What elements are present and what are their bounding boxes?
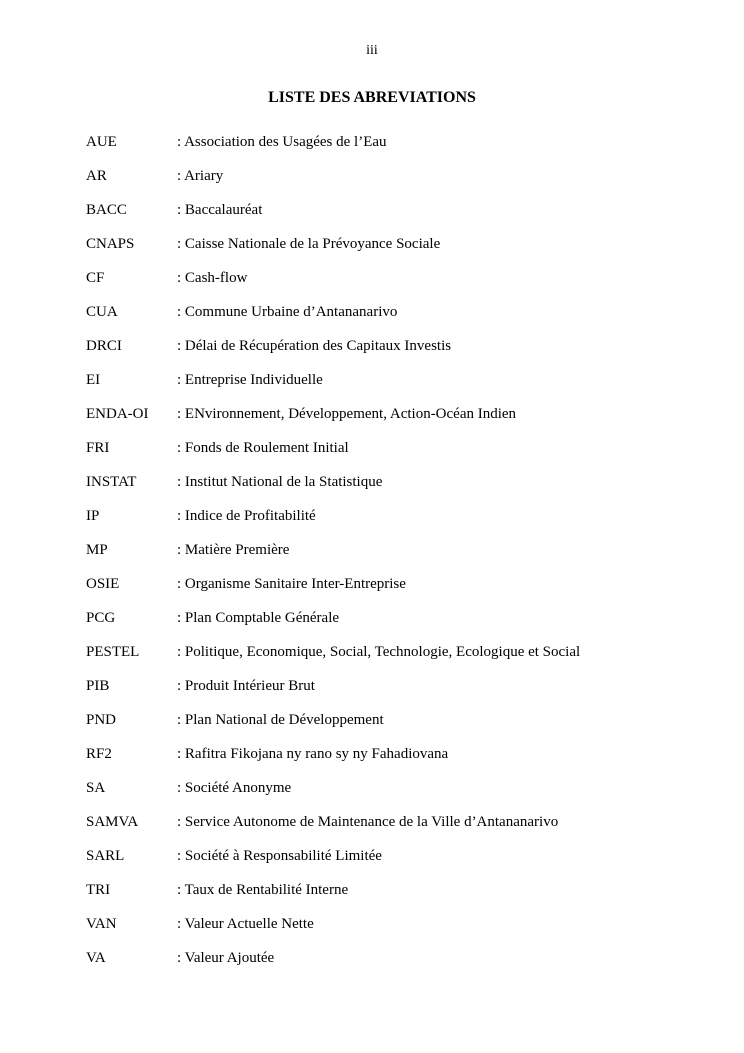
abbreviation-row	[86, 805, 726, 839]
abbreviation-definition: : Baccalauréat	[177, 202, 263, 218]
abbreviation-definition: : Organisme Sanitaire Inter-Entreprise	[177, 576, 406, 592]
abbreviation-definition: : ENvironnement, Développement, Action-Océan Indien	[177, 406, 517, 422]
abbreviation-row	[86, 363, 726, 397]
abbreviation-definition: : Valeur Actuelle Nette	[177, 916, 314, 932]
abbreviation-term: CF	[86, 270, 105, 286]
abbreviation-term: VA	[86, 950, 106, 966]
abbreviation-definition: : Valeur Ajoutée	[177, 950, 275, 966]
abbreviation-definition: : Indice de Profitabilité	[177, 508, 316, 524]
abbreviation-definition: : Commune Urbaine d’Antananarivo	[177, 304, 398, 320]
abbreviation-term: IP	[86, 508, 100, 524]
abbreviation-definition: : Délai de Récupération des Capitaux Investis	[177, 338, 452, 354]
abbreviation-term: FRI	[86, 440, 110, 456]
abbreviation-definition: : Société à Responsabilité Limitée	[177, 848, 382, 864]
abbreviation-row	[86, 601, 726, 635]
abbreviation-definition: : Taux de Rentabilité Interne	[177, 882, 349, 898]
abbreviation-definition: : Fonds de Roulement Initial	[177, 440, 349, 456]
abbreviation-row	[86, 941, 726, 975]
abbreviation-row	[86, 533, 726, 567]
abbreviation-term: MP	[86, 542, 108, 558]
abbreviation-row	[86, 295, 726, 329]
abbreviation-term: PIB	[86, 678, 110, 694]
abbreviation-term: INSTAT	[86, 474, 137, 490]
abbreviation-row	[86, 329, 726, 363]
abbreviation-term: EI	[86, 372, 101, 388]
abbreviation-list	[86, 125, 726, 975]
abbreviation-definition: : Plan Comptable Générale	[177, 610, 340, 626]
abbreviation-term: PCG	[86, 610, 116, 626]
abbreviation-term: SA	[86, 780, 106, 796]
abbreviation-definition: : Service Autonome de Maintenance de la Ville d’Antananarivo	[177, 814, 559, 830]
abbreviation-row	[86, 669, 726, 703]
abbreviation-term: SARL	[86, 848, 125, 864]
abbreviation-definition: : Politique, Economique, Social, Technologie, Ecologique et Social	[177, 644, 581, 660]
abbreviation-row	[86, 193, 726, 227]
abbreviation-term: VAN	[86, 916, 117, 932]
abbreviation-definition: : Caisse Nationale de la Prévoyance Sociale	[177, 236, 441, 252]
abbreviation-term: BACC	[86, 202, 127, 218]
abbreviation-term: SAMVA	[86, 814, 139, 830]
abbreviation-term: OSIE	[86, 576, 120, 592]
abbreviation-term: DRCI	[86, 338, 122, 354]
abbreviation-definition: : Produit Intérieur Brut	[177, 678, 315, 694]
abbreviation-definition: : Institut National de la Statistique	[177, 474, 383, 490]
abbreviation-row	[86, 737, 726, 771]
abbreviation-row	[86, 907, 726, 941]
abbreviation-definition: : Ariary	[177, 168, 224, 184]
abbreviation-row	[86, 431, 726, 465]
abbreviation-row	[86, 159, 726, 193]
page-title: LISTE DES ABREVIATIONS	[268, 89, 476, 106]
abbreviation-row	[86, 635, 726, 669]
abbreviation-term: PESTEL	[86, 644, 140, 660]
abbreviation-row	[86, 227, 726, 261]
abbreviation-term: ENDA-OI	[86, 406, 149, 422]
abbreviation-term: CUA	[86, 304, 118, 320]
abbreviation-term: AUE	[86, 134, 117, 150]
abbreviation-row	[86, 873, 726, 907]
abbreviation-definition: : Cash-flow	[177, 270, 248, 286]
abbreviation-term: CNAPS	[86, 236, 135, 252]
abbreviation-row	[86, 499, 726, 533]
abbreviation-term: PND	[86, 712, 117, 728]
abbreviation-term: RF2	[86, 746, 112, 762]
abbreviation-row	[86, 567, 726, 601]
abbreviation-row	[86, 397, 726, 431]
abbreviation-row	[86, 839, 726, 873]
abbreviation-row	[86, 703, 726, 737]
abbreviation-definition: : Matière Première	[177, 542, 290, 558]
abbreviation-row	[86, 771, 726, 805]
abbreviation-definition: : Rafitra Fikojana ny rano sy ny Fahadiovana	[177, 746, 449, 762]
abbreviation-term: TRI	[86, 882, 111, 898]
page-number: iii	[366, 43, 378, 58]
abbreviation-definition: : Association des Usagées de l’Eau	[177, 134, 387, 150]
abbreviation-row	[86, 261, 726, 295]
abbreviation-row	[86, 125, 726, 159]
abbreviation-definition: : Société Anonyme	[177, 780, 292, 796]
abbreviation-definition: : Plan National de Développement	[177, 712, 384, 728]
abbreviation-row	[86, 465, 726, 499]
abbreviation-definition: : Entreprise Individuelle	[177, 372, 323, 388]
abbreviation-term: AR	[86, 168, 107, 184]
